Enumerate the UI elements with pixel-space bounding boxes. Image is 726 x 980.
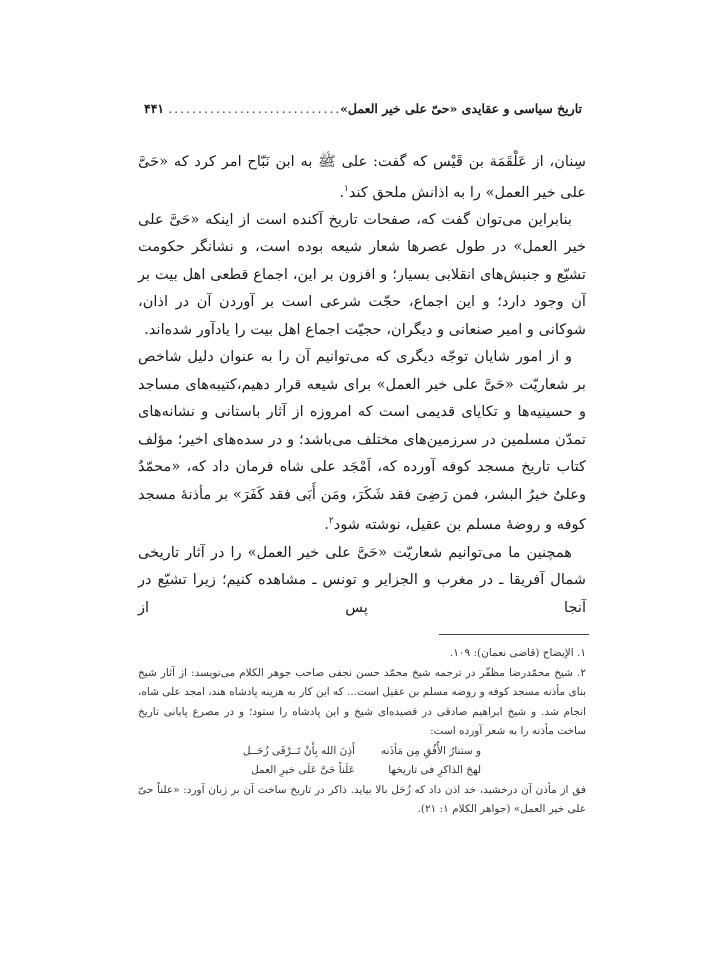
running-title: تاریخ سیاسی و عقایدی «حیّ علی خیر العمل» <box>340 100 582 116</box>
paragraph-1-text: سِنان، از عَلْقَمَة بن قَیْس که گفت: علی ﷺ به ابن نَبّاح امر کرد که «حَیَّ علی خیر العمل» را به اذانش ملحق کند <box>138 153 586 201</box>
running-header <box>144 98 582 118</box>
footnote-ref-2[interactable]: ۲ <box>328 516 334 527</box>
paragraph-4: همچنین ما می‌توانیم شعاریّت «حَیَّ علی خیر العمل» را در آثار تاریخی شمال آفریقا ـ در مغرب و الجزایر و تونس ـ مشاهده کنیم؛ زیرا تشیّع در آنجا پس از <box>138 543 586 616</box>
main-text <box>138 148 586 621</box>
footnote-poem <box>138 742 586 781</box>
paragraph-3-end: . <box>324 516 329 534</box>
paragraph-2: بنابراین می‌توان گفت که، صفحات تاریخ آکنده است از اینکه «حَیَّ علی خیر العمل» در طول عصرها شعار شیعه بوده است، و نشانگر حکومت تشیّع و جنبش‌های انقلابی بسیار؛ و افزون بر این، اجماع قطعی اهل بیت بر آن وجود دارد؛ و این اجماع، حجّت شرعی است بر آوردن آن در اذان، شوکانی و امیر صنعانی و دیگران، حجیّت اجماع اهل بیت را یادآور شده‌اند. <box>138 210 586 338</box>
footnote-2-continued: فق از مأذن آن درخشید، خد اذن داد که زُحَل بالا بیاید. ذاکر در تاریخ ساخت آن بر زبان آورد: «علناً حیّ علی خیر العمل» (جواهر الکلام ۱: ۲۱). <box>138 783 586 815</box>
footnote-2: ۲. شیخ محمّدرضا مظفّر در ترجمه شیخ محمّد حسن نجفی صاحب جوهر الکلام می‌نویسد: از آثار شیخ بنای مأذنه مسجد کوفه و روضه مسلم بن عقیل است... که این کار به هزینه پادشاه هند، امجد علی شاه، انجام شد. و شیخ ابراهیم صادقی در قصیده‌ای شیخ و این پادشاه را ستود؛ و در مصرع پایانی تاریخ ساخت مأذنه را به شعر آورده است: <box>138 666 586 737</box>
paragraph-1 <box>138 148 586 206</box>
poem-line-2-right: لهجَ الذاکرِ فی تاریخها <box>388 764 482 776</box>
footnote-ref-1[interactable]: ۱ <box>344 183 349 194</box>
paragraph-3-text: و از امور شایان توجّه دیگری که می‌توانیم آن را به عنوان دلیل شاخص بر شعاریّت «حَیَّ علی خیر العمل» برای شیعه قرار دهیم،کتیبه‌های مساجد و حسینیه‌ها و تکایای قدیمی است که امروزه از آثار باستانی و نشانه‌های تمدّن مسلمین در سرزمین‌های مختلف می‌باشد؛ و در سده‌های اخیر؛ مؤلف کتاب تاریخ مسجد کوفه آورده که، اَمْجَد علی شاه فرمان داد که، «محمّدٌ وعلیٌ خیرُ البشر، فمن رَضِیَ فقد شَکَرَ، ومَن أَبَی فقد کَفَرَ» بر مأذنۀ مسجد کوفه و روضۀ مسلم بن عقیل، نوشته شود <box>138 348 586 534</box>
leader-dots <box>164 101 340 116</box>
poem-line-1-left: أَذِنَ الله بِأَنْ تَــرْقَی زُحَــل <box>242 744 355 757</box>
footnote-1: ۱. الإیضاح (قاضی نعمان): ۱۰۹. <box>449 647 586 659</box>
poem-line-1-right: و ستنارُ الأُفُقِ مِن مَأذَنه <box>380 744 482 757</box>
paragraph-1-end: . <box>339 183 345 201</box>
poem-line-2-left: عَلَناً حَیَّ عَلَی خیرِ العمل <box>251 764 355 776</box>
footnote-separator <box>439 634 589 635</box>
paragraph-3 <box>138 343 586 538</box>
page-number: ۴۴۱ <box>144 100 165 116</box>
footnotes <box>138 644 586 820</box>
